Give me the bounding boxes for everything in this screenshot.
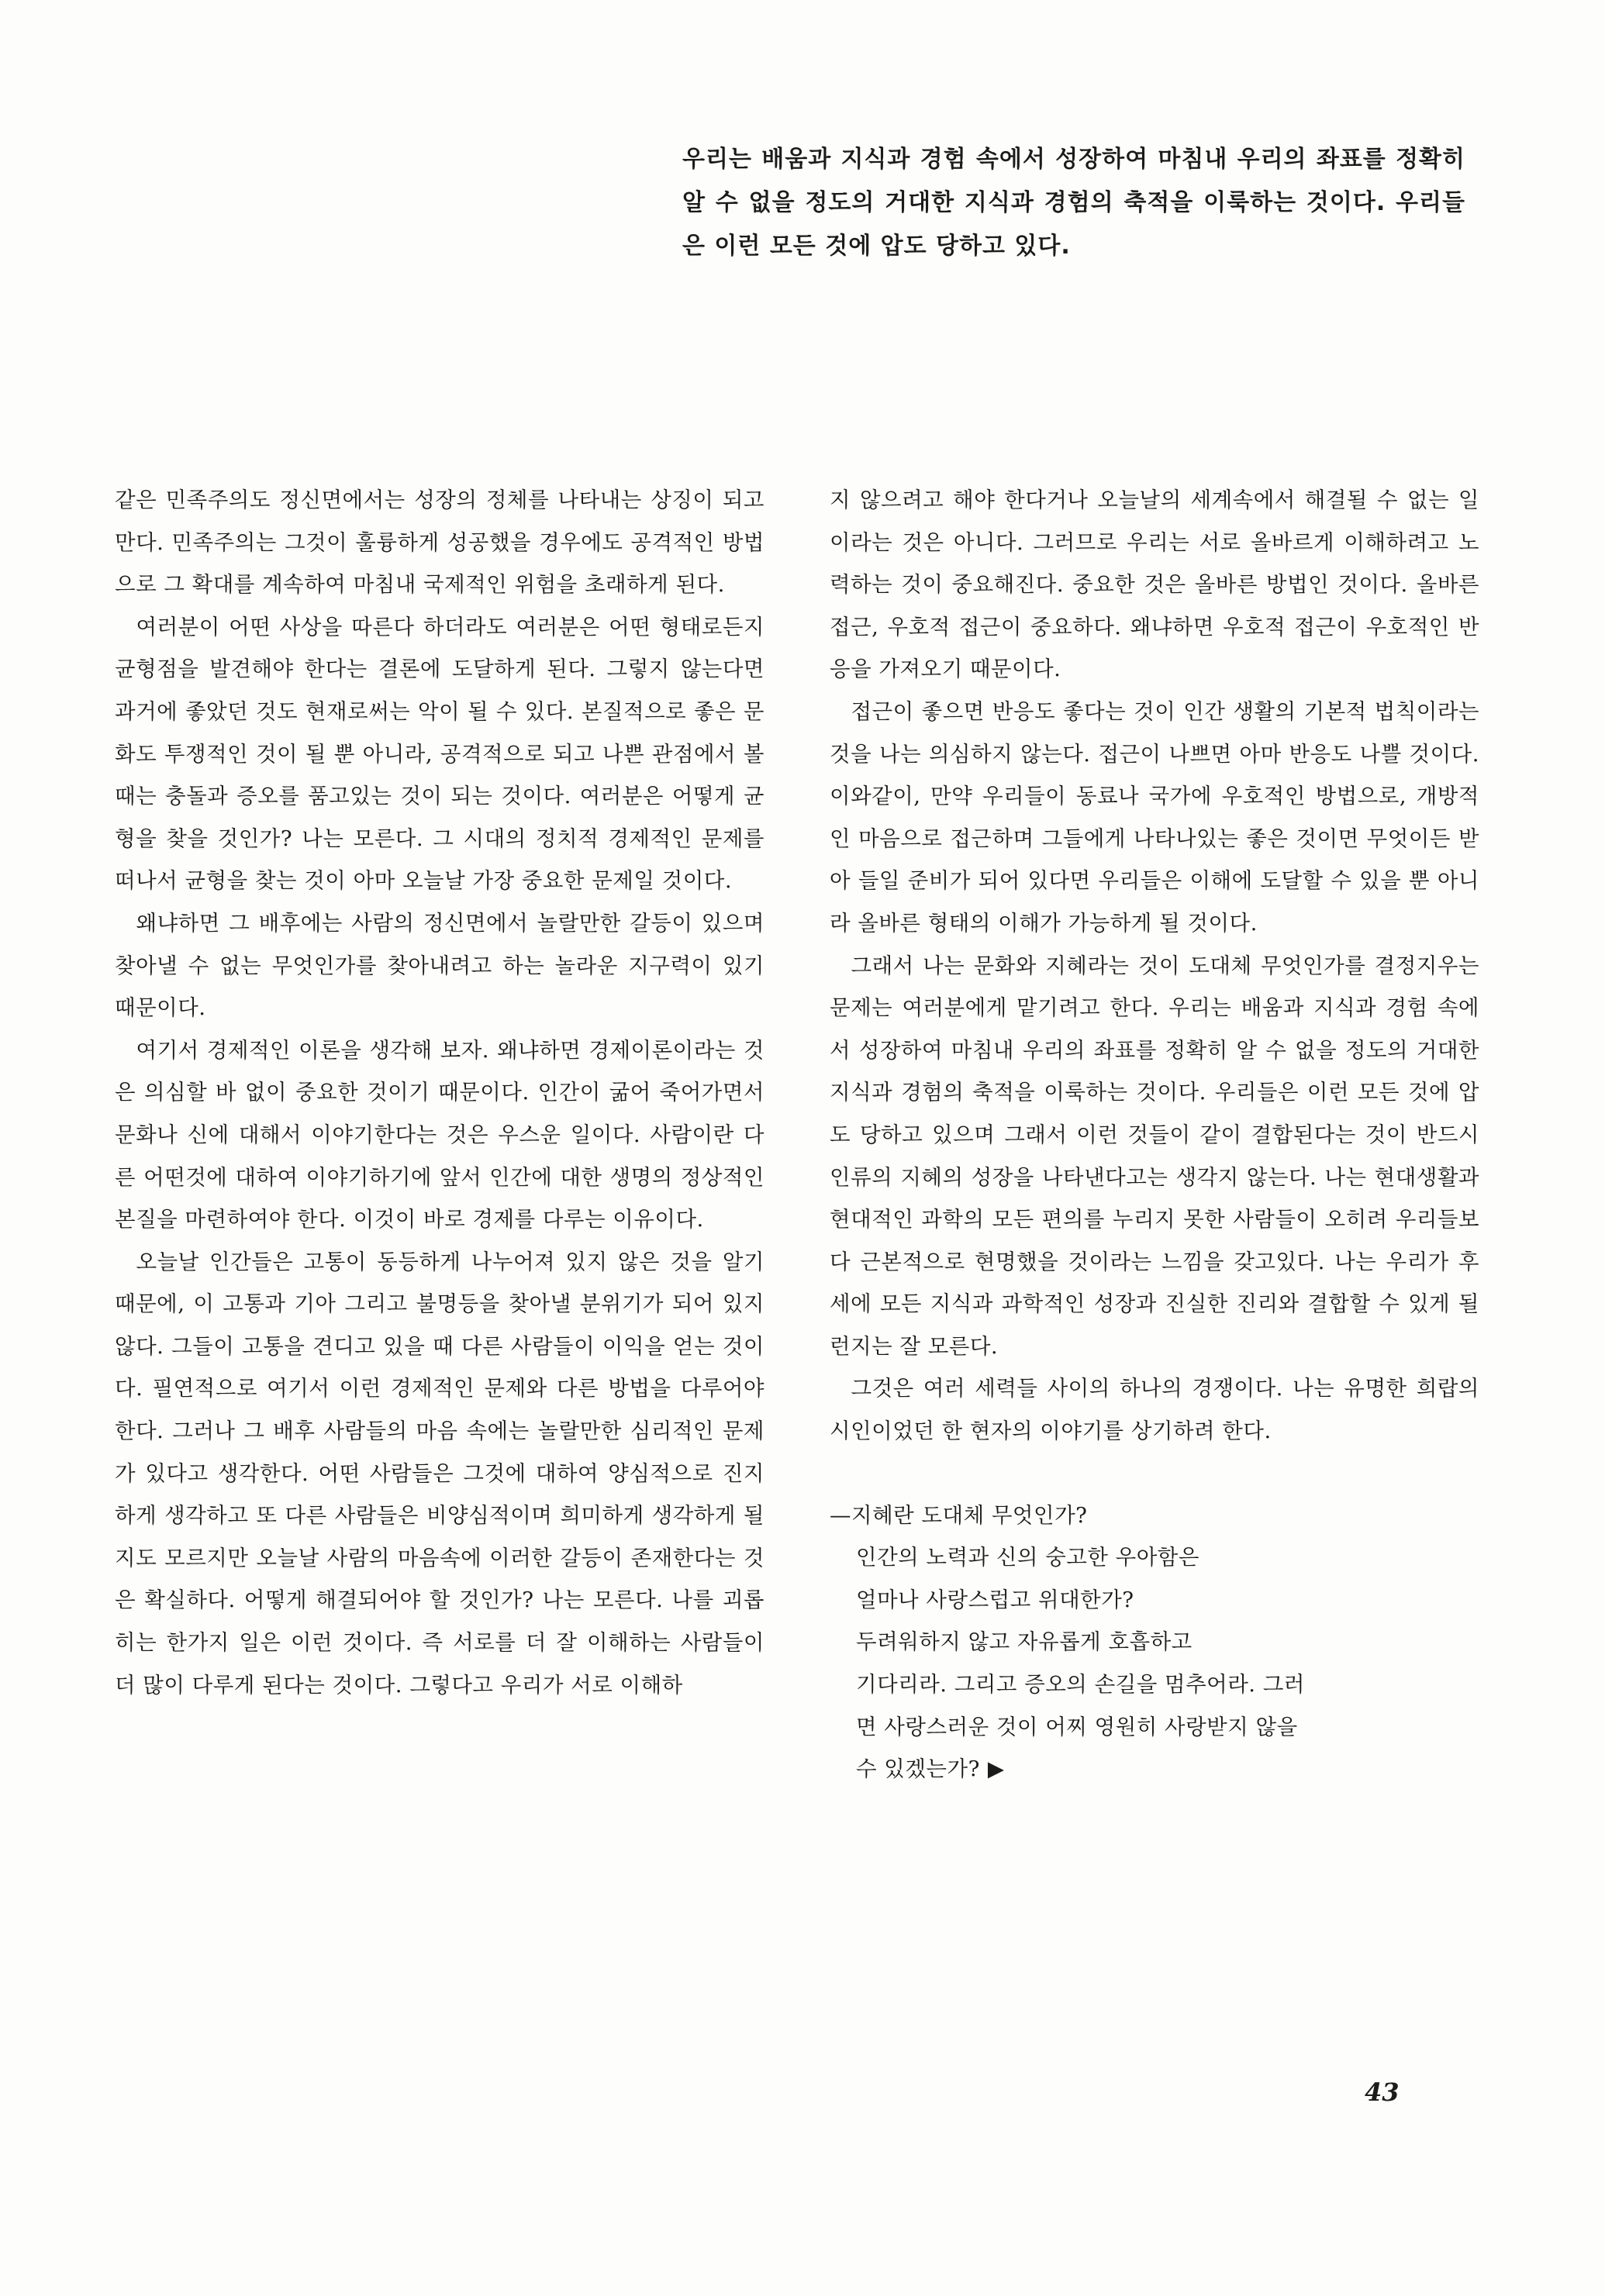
paragraph: 그래서 나는 문화와 지혜라는 것이 도대체 무엇인가를 결정지우는 문제는 여러분에게 맡기려고 한다. 우리는 배움과 지식과 경험 속에서 성장하여 마침내 우리의 좌표를 정확히 알 수 없을 정도의 거대한 지식과 경험의 축적을 이룩하는 것이다. 우리들은 이런 모든 것에 압도 당하고 있으며 그래서 이런 것들이 같이 결합된다는 것이 반드시 인류의 지혜의 성장을 나타낸다고는 생각지 않는다. 나는 현대생활과 현대적인 과학의 모든 편의를 누리지 못한 사람들이 오히려 우리들보다 근본적으로 현명했을 것이라는 느낌을 갖고있다. 나는 우리가 후세에 모든 지식과 과학적인 성장과 진실한 진리와 결합할 수 있게 될런지는 잘 모른다.	[830, 953, 1479, 1359]
poem-last-line	[830, 1748, 1479, 1791]
left-column	[115, 479, 765, 1706]
paragraph: 같은 민족주의도 정신면에서는 성장의 정체를 나타내는 상징이 되고 만다. 민족주의는 그것이 훌륭하게 성공했을 경우에도 공격적인 방법으로 그 확대를 계속하여 마침내 국제적인 위험을 초래하게 된다.	[115, 488, 765, 598]
poem-line-text: 수 있겠는가?	[856, 1756, 980, 1782]
paragraph: 그것은 여러 세력들 사이의 하나의 경쟁이다. 나는 유명한 희랍의 시인이었던 한 현자의 이야기를 상기하려 한다.	[830, 1376, 1479, 1444]
paragraph: 여기서 경제적인 이론을 생각해 보자. 왜냐하면 경제이론이라는 것은 의심할 바 없이 중요한 것이기 때문이다. 인간이 굶어 죽어가면서 문화나 신에 대해서 이야기한다는 것은 우스운 일이다. 사람이란 다른 어떤것에 대하여 이야기하기에 앞서 인간에 대한 생명의 정상적인 본질을 마련하여야 한다. 이것이 바로 경제를 다루는 이유이다.	[115, 1037, 765, 1232]
right-column	[830, 479, 1479, 1791]
paragraph: 오늘날 인간들은 고통이 동등하게 나누어져 있지 않은 것을 알기 때문에, 이 고통과 기아 그리고 불명등을 찾아낼 분위기가 되어 있지 않다. 그들이 고통을 견디고 있을 때 다른 사람들이 이익을 얻는 것이다. 필연적으로 여기서 이런 경제적인 문제와 다른 방법을 다루어야 한다. 그러나 그 배후 사람들의 마음 속에는 놀랄만한 심리적인 문제가 있다고 생각한다. 어떤 사람들은 그것에 대하여 양심적으로 진지하게 생각하고 또 다른 사람들은 비양심적이며 희미하게 생각하게 될지도 모르지만 오늘날 사람의 마음속에 이러한 갈등이 존재한다는 것은 확실하다. 어떻게 해결되어야 할 것인가? 나는 모른다. 나를 괴롭히는 한가지 일은 이런 것이다. 즉 서로를 더 잘 이해하는 사람들이 더 많이 다루게 된다는 것이다. 그렇다고 우리가 서로 이해하	[115, 1249, 765, 1698]
poem-line: 인간의 노력과 신의 숭고한 우아함은	[856, 1545, 1199, 1570]
poem-line: 기다리라. 그리고 증오의 손길을 멈추어라. 그러	[856, 1672, 1305, 1698]
paragraph: 접근이 좋으면 반응도 좋다는 것이 인간 생활의 기본적 법칙이라는 것을 나는 의심하지 않는다. 접근이 나쁘면 아마 반응도 나쁠 것이다. 이와같이, 만약 우리들이 동료나 국가에 우호적인 방법으로, 개방적인 마음으로 접근하며 그들에게 나타나있는 좋은 것이면 무엇이든 받아 들일 준비가 되어 있다면 우리들은 이해에 도달할 수 있을 뿐 아니라 올바른 형태의 이해가 가능하게 될 것이다.	[830, 698, 1479, 936]
paragraph: 지 않으려고 해야 한다거나 오늘날의 세계속에서 해결될 수 없는 일이라는 것은 아니다. 그러므로 우리는 서로 올바르게 이해하려고 노력하는 것이 중요해진다. 중요한 것은 올바른 방법인 것이다. 올바른 접근, 우호적 접근이 중요하다. 왜냐하면 우호적 접근이 우호적인 반응을 가져오기 때문이다.	[830, 488, 1479, 682]
pull-quote: 우리는 배움과 지식과 경험 속에서 성장하여 마침내 우리의 좌표를 정확히 알 수 없을 정도의 거대한 지식과 경험의 축적을 이룩하는 것이다. 우리들은 이런 모든 것에 압도 당하고 있다.	[682, 146, 1465, 260]
end-mark-icon: ▶	[987, 1756, 1005, 1782]
paragraph: 여러분이 어떤 사상을 따른다 하더라도 여러분은 어떤 형태로든지 균형점을 발견해야 한다는 결론에 도달하게 된다. 그렇지 않는다면 과거에 좋았던 것도 현재로써는 악이 될 수 있다. 본질적으로 좋은 문화도 투쟁적인 것이 될 뿐 아니라, 공격적으로 되고 나쁜 관점에서 볼 때는 충돌과 증오를 품고있는 것이 되는 것이다. 여러분은 어떻게 균형을 찾을 것인가? 나는 모른다. 그 시대의 정치적 경제적인 문제를 떠나서 균형을 찾는 것이 아마 오늘날 가장 중요한 문제일 것이다.	[115, 614, 765, 894]
poem-line: 두려워하지 않고 자유롭게 호흡하고	[856, 1629, 1193, 1655]
poem-line: 얼마나 사랑스럽고 위대한가?	[856, 1587, 1134, 1612]
poem-line: —지혜란 도대체 무엇인가?	[830, 1502, 1088, 1528]
page-number: 43	[1365, 2077, 1400, 2107]
paragraph: 왜냐하면 그 배후에는 사람의 정신면에서 놀랄만한 갈등이 있으며 찾아낼 수 없는 무엇인가를 찾아내려고 하는 놀라운 지구력이 있기 때문이다.	[115, 910, 765, 1021]
poem	[830, 1494, 1479, 1791]
poem-line: 면 사랑스러운 것이 어찌 영원히 사랑받지 않을	[856, 1714, 1298, 1739]
